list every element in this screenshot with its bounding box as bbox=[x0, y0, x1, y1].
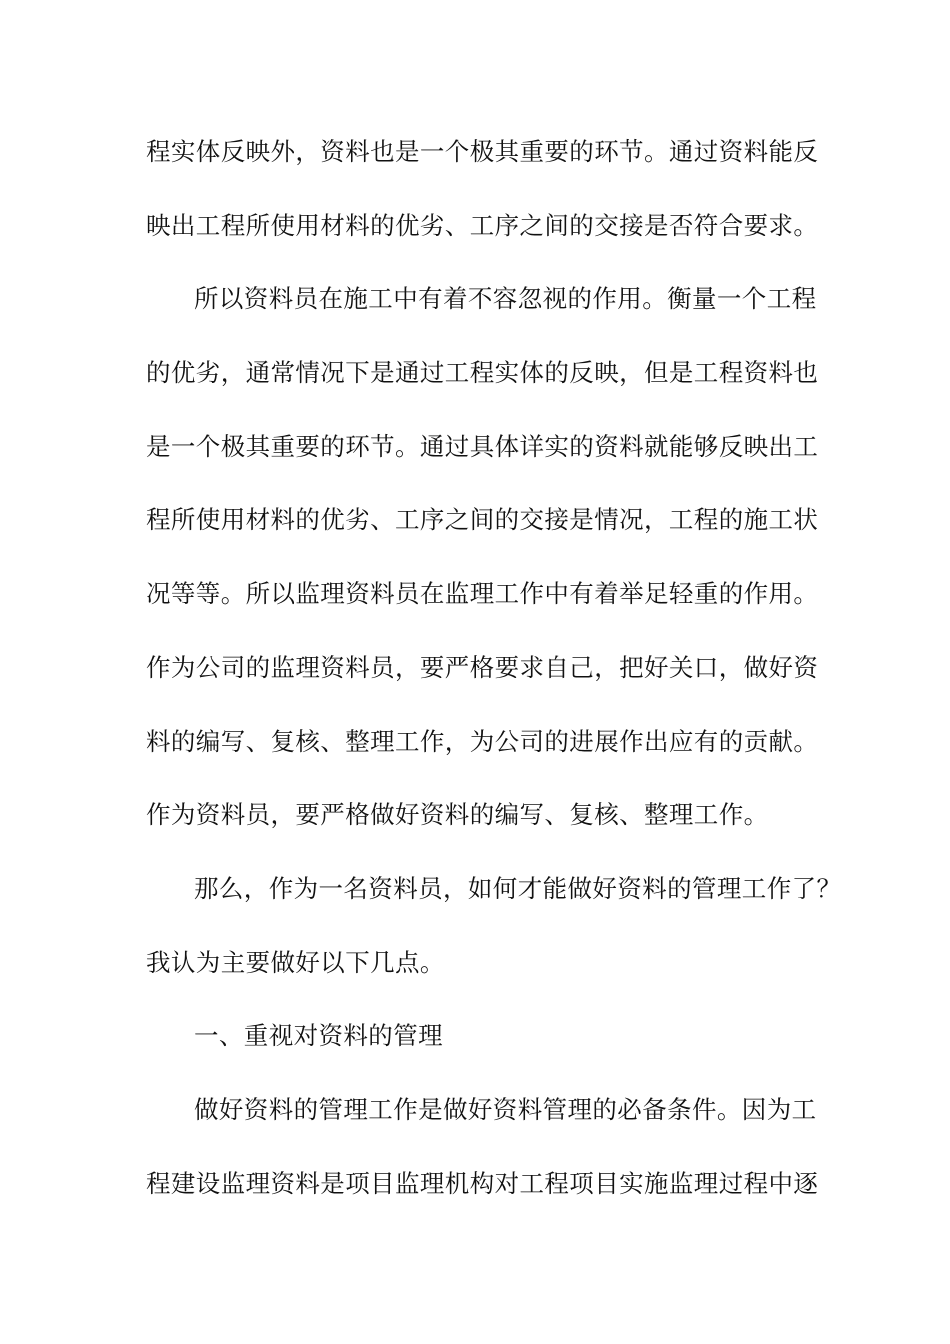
paragraph-line: 我认为主要做好以下几点。 bbox=[146, 947, 445, 977]
paragraph-line: 所以资料员在施工中有着不容忽视的作用。衡量一个工程 bbox=[194, 284, 817, 314]
paragraph-line: 料的编写、复核、整理工作，为公司的进展作出应有的贡献。 bbox=[146, 726, 819, 756]
paragraph-line: 作为资料员，要严格做好资料的编写、复核、整理工作。 bbox=[146, 800, 769, 830]
document-body bbox=[146, 129, 842, 1234]
paragraph-line: 况等等。所以监理资料员在监理工作中有着举足轻重的作用。 bbox=[146, 579, 819, 609]
paragraph-line: 程建设监理资料是项目监理机构对工程项目实施监理过程中逐 bbox=[146, 1168, 819, 1198]
paragraph-line: 那么，作为一名资料员，如何才能做好资料的管理工作了？ bbox=[194, 873, 842, 903]
paragraph-line: 映出工程所使用材料的优劣、工序之间的交接是否符合要求。 bbox=[146, 210, 819, 240]
paragraph-line: 作为公司的监理资料员，要严格要求自己，把好关口，做好资 bbox=[146, 652, 819, 682]
paragraph-line: 程实体反映外，资料也是一个极其重要的环节。通过资料能反 bbox=[146, 137, 819, 166]
paragraph-line: 的优劣，通常情况下是通过工程实体的反映，但是工程资料也 bbox=[146, 358, 819, 388]
paragraph-line: 是一个极其重要的环节。通过具体详实的资料就能够反映出工 bbox=[146, 431, 819, 461]
paragraph-line: 做好资料的管理工作是做好资料管理的必备条件。因为工 bbox=[194, 1094, 817, 1124]
section-heading: 一、重视对资料的管理 bbox=[194, 1021, 443, 1051]
paragraph-line: 程所使用材料的优劣、工序之间的交接是情况，工程的施工状 bbox=[146, 505, 819, 535]
